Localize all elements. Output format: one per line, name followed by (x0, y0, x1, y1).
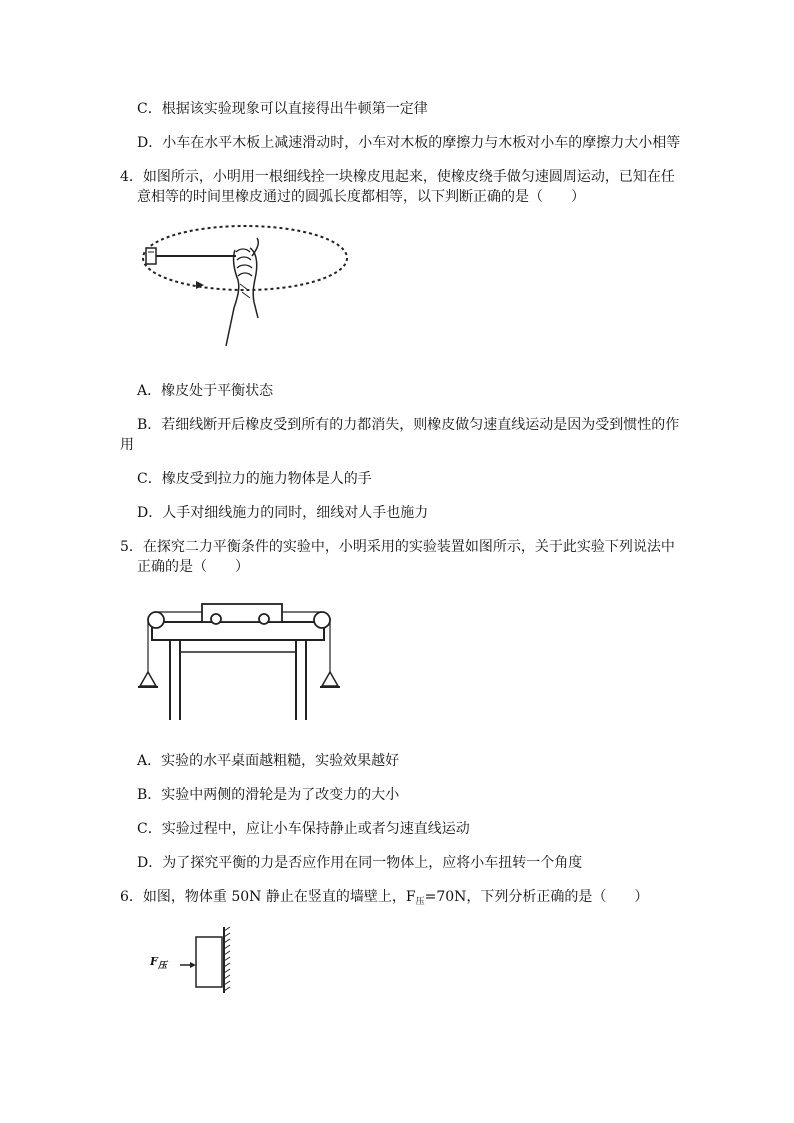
q6-stem: 6．如图，物体重 50N 静止在竖直的墙壁上，$F_压=70N$，下列分析正确的是（ ） (120, 889, 649, 907)
q4-option-c: C．橡皮受到拉力的施力物体是人的手 (137, 471, 372, 487)
q6-figure-block-wall (172, 925, 242, 995)
q4-option-b-line1: B．若细线断开后橡皮受到所有的力都消失，则橡皮做匀速直线运动是因为受到惯性的作 (137, 417, 680, 433)
q6-figure-force-label: $F_压$ (150, 955, 167, 971)
q5-option-d: D．为了探究平衡的力是否应作用在同一物体上，应将小车扭转一个角度 (137, 855, 583, 871)
q4-figure-eraser-circle (140, 218, 355, 353)
q4-option-d: D．人手对细线施力的同时，细线对人手也施力 (137, 505, 429, 521)
q4-stem-line2: 意相等的时间里橡皮通过的圆弧长度都相等，以下判断正确的是（ ） (137, 189, 585, 205)
q4-option-b-line2: 用 (120, 437, 134, 453)
q4-option-a: A．橡皮处于平衡状态 (137, 383, 274, 399)
q5-option-b: B．实验中两侧的滑轮是为了改变力的大小 (137, 787, 400, 803)
q5-figure-table-pulleys (134, 602, 344, 724)
q5-stem-line2: 正确的是（ ） (137, 559, 249, 575)
q3-option-c: C．根据该实验现象可以直接得出牛顿第一定律 (137, 101, 428, 117)
q3-option-d: D．小车在水平木板上减速滑动时，小车对木板的摩擦力与木板对小车的摩擦力大小相等 (137, 135, 681, 151)
q4-stem-line1: 4．如图所示，小明用一根细线拴一块橡皮甩起来，使橡皮绕手做匀速圆周运动，已知在任 (120, 169, 675, 185)
q5-option-a: A．实验的水平桌面越粗糙，实验效果越好 (137, 753, 400, 769)
q5-option-c: C．实验过程中，应让小车保持静止或者匀速直线运动 (137, 821, 470, 837)
q5-stem-line1: 5．在探究二力平衡条件的实验中，小明采用的实验装置如图所示，关于此实验下列说法中 (120, 539, 675, 555)
